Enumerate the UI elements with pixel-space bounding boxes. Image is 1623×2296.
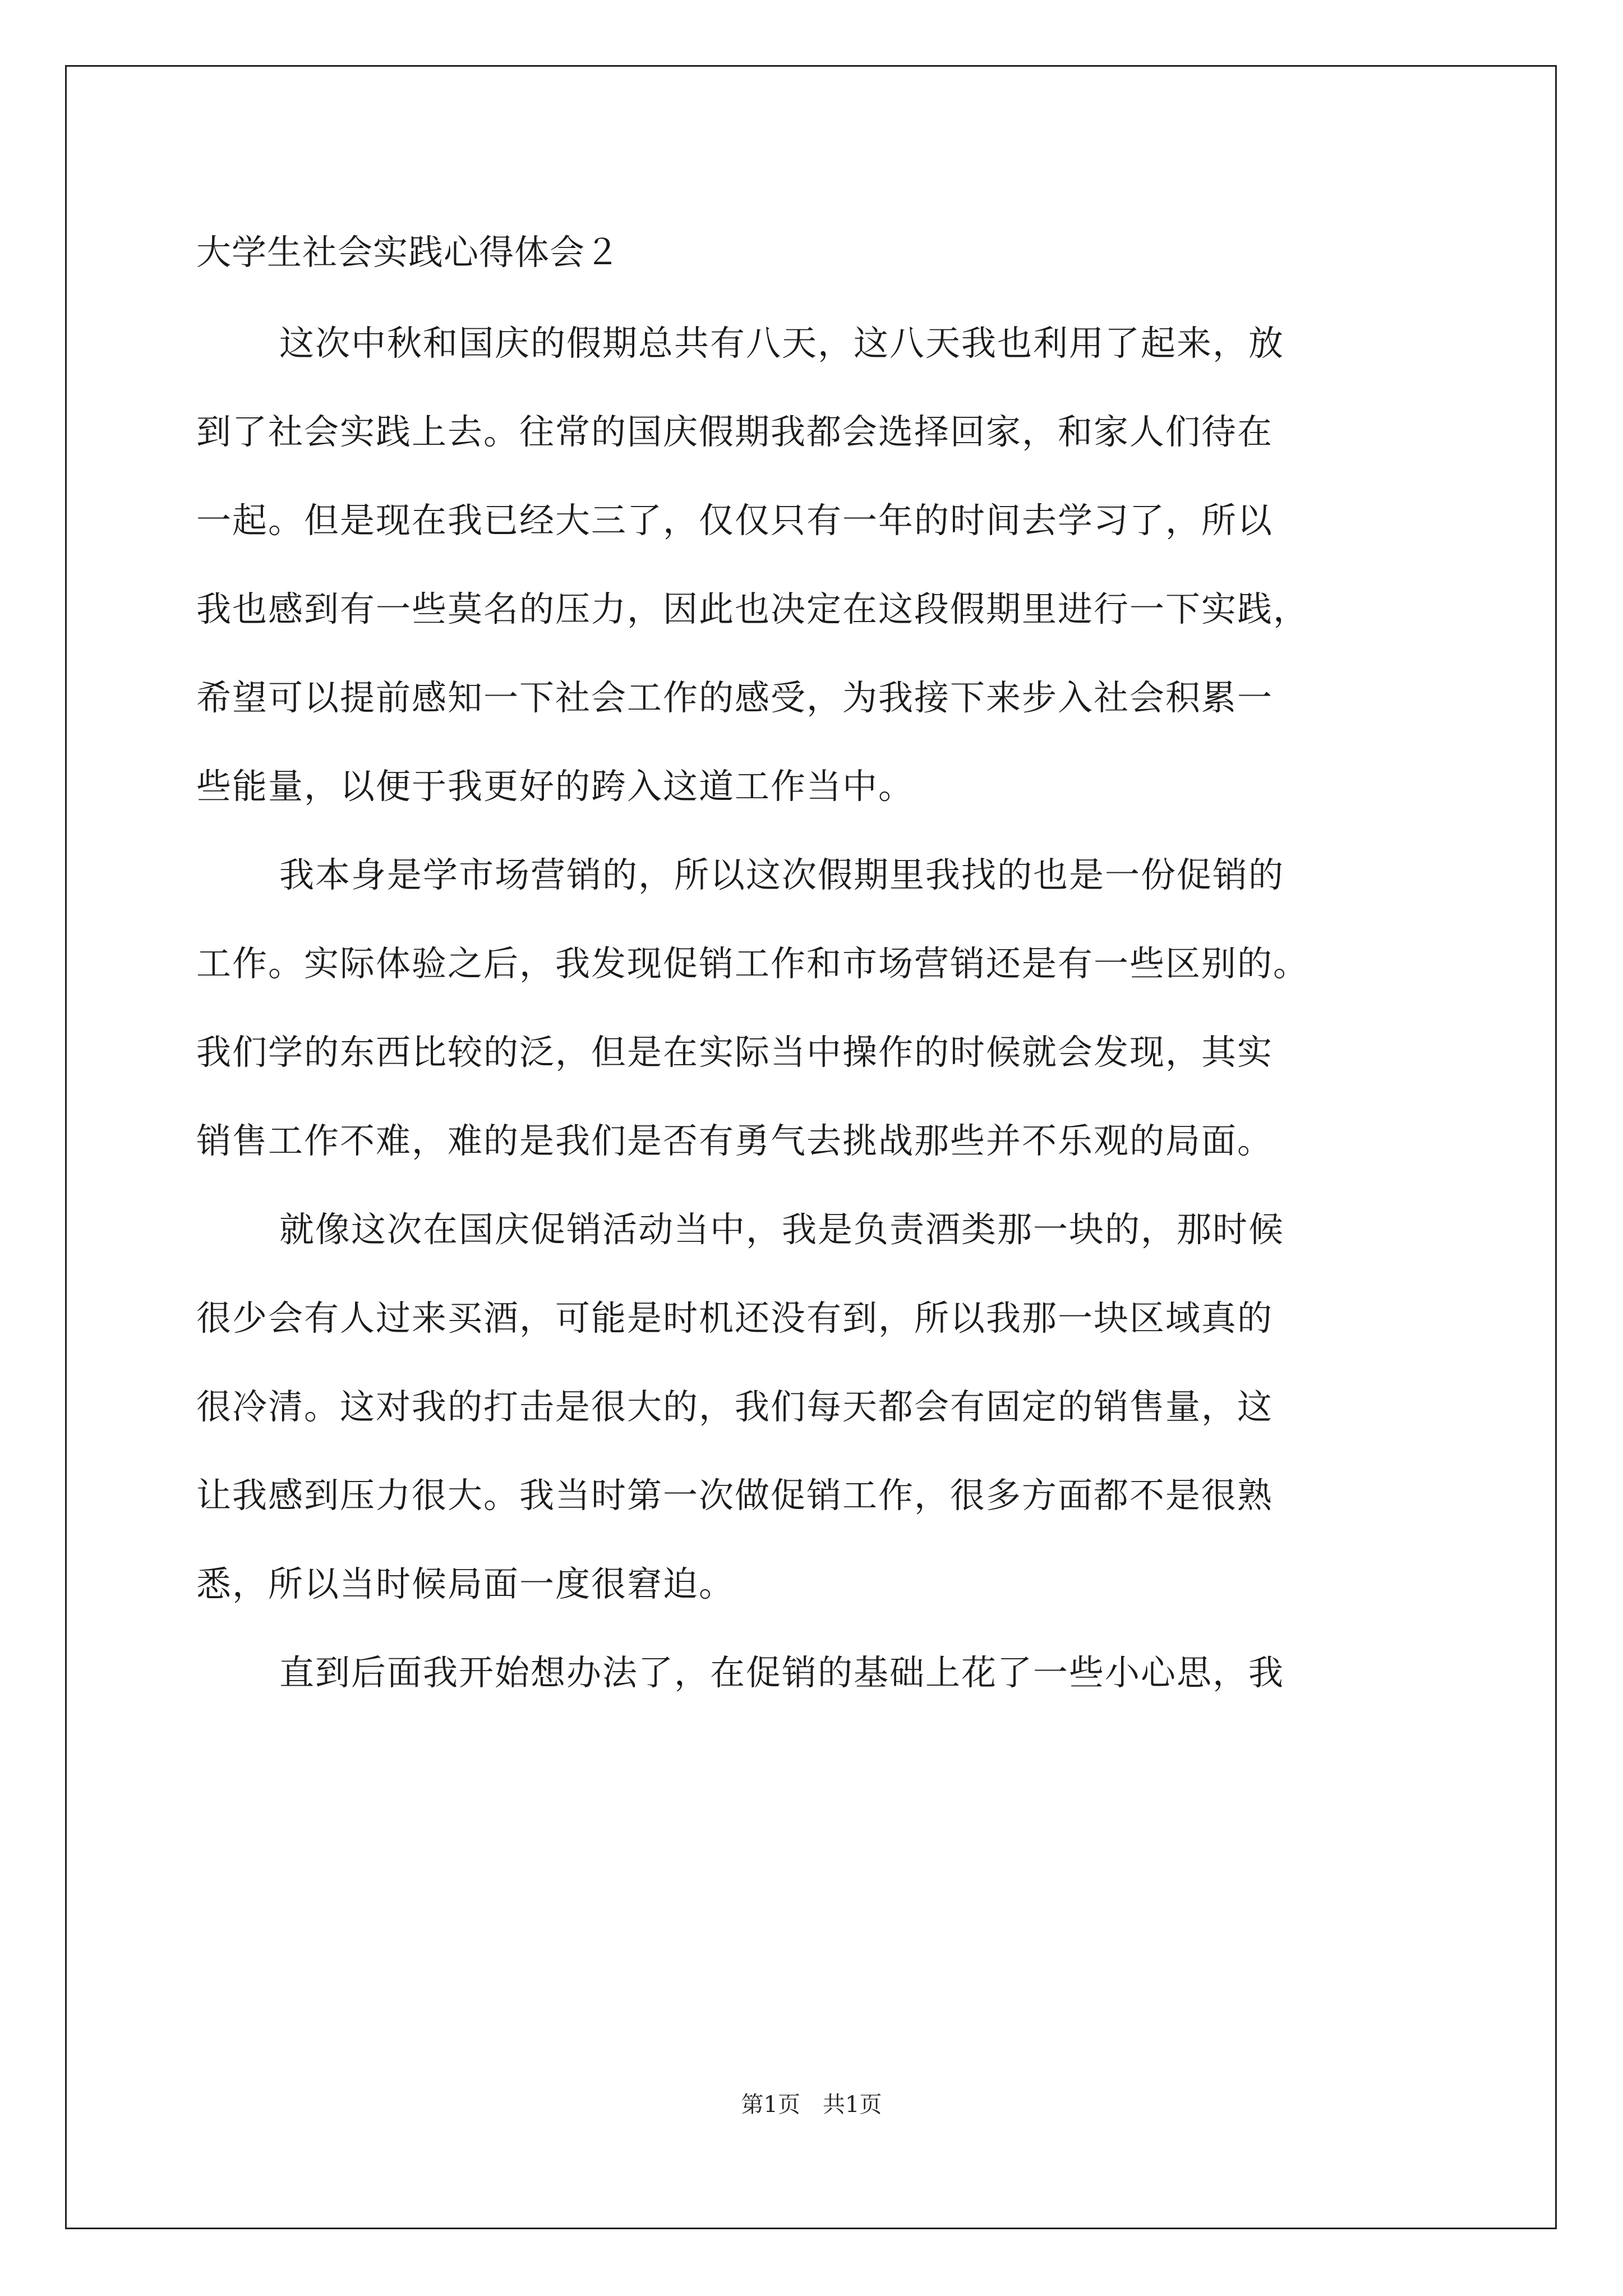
text-line: 一起。但是现在我已经大三了，仅仅只有一年的时间去学习了，所以 — [196, 500, 1274, 541]
text-line: 工作。实际体验之后，我发现促销工作和市场营销还是有一些区别的。 — [196, 943, 1310, 984]
document-body — [196, 220, 1428, 1729]
text-line: 我们学的东西比较的泛，但是在实际当中操作的时候就会发现，其实 — [196, 1032, 1274, 1073]
text-line: 就像这次在国庆促销活动当中，我是负责酒类那一块的，那时候 — [279, 1209, 1285, 1250]
text-line: 我本身是学市场营销的，所以这次假期里我找的也是一份促销的 — [279, 854, 1285, 895]
text-line: 销售工作不难，难的是我们是否有勇气去挑战那些并不乐观的局面。 — [196, 1120, 1274, 1161]
text-line: 这次中秋和国庆的假期总共有八天，这八天我也利用了起来，放 — [279, 323, 1285, 364]
text-line: 我也感到有一些莫名的压力，因此也决定在这段假期里进行一下实践， — [196, 588, 1310, 629]
text-line: 希望可以提前感知一下社会工作的感受，为我接下来步入社会积累一 — [196, 677, 1274, 718]
text-line: 很少会有人过来买酒，可能是时机还没有到，所以我那一块区域真的 — [196, 1297, 1274, 1338]
page-footer: 第1页 共1页 — [741, 2092, 882, 2118]
text-line: 很冷清。这对我的打击是很大的，我们每天都会有固定的销售量，这 — [196, 1386, 1274, 1427]
text-line: 直到后面我开始想办法了，在促销的基础上花了一些小心思，我 — [279, 1652, 1285, 1693]
text-line: 让我感到压力很大。我当时第一次做促销工作，很多方面都不是很熟 — [196, 1475, 1274, 1516]
text-line: 悉，所以当时候局面一度很窘迫。 — [196, 1563, 735, 1604]
text-line: 些能量，以便于我更好的跨入这道工作当中。 — [196, 766, 915, 807]
text-line: 到了社会实践上去。往常的国庆假期我都会选择回家，和家人们待在 — [196, 411, 1274, 452]
document-title: 大学生社会实践心得体会２ — [196, 232, 621, 273]
